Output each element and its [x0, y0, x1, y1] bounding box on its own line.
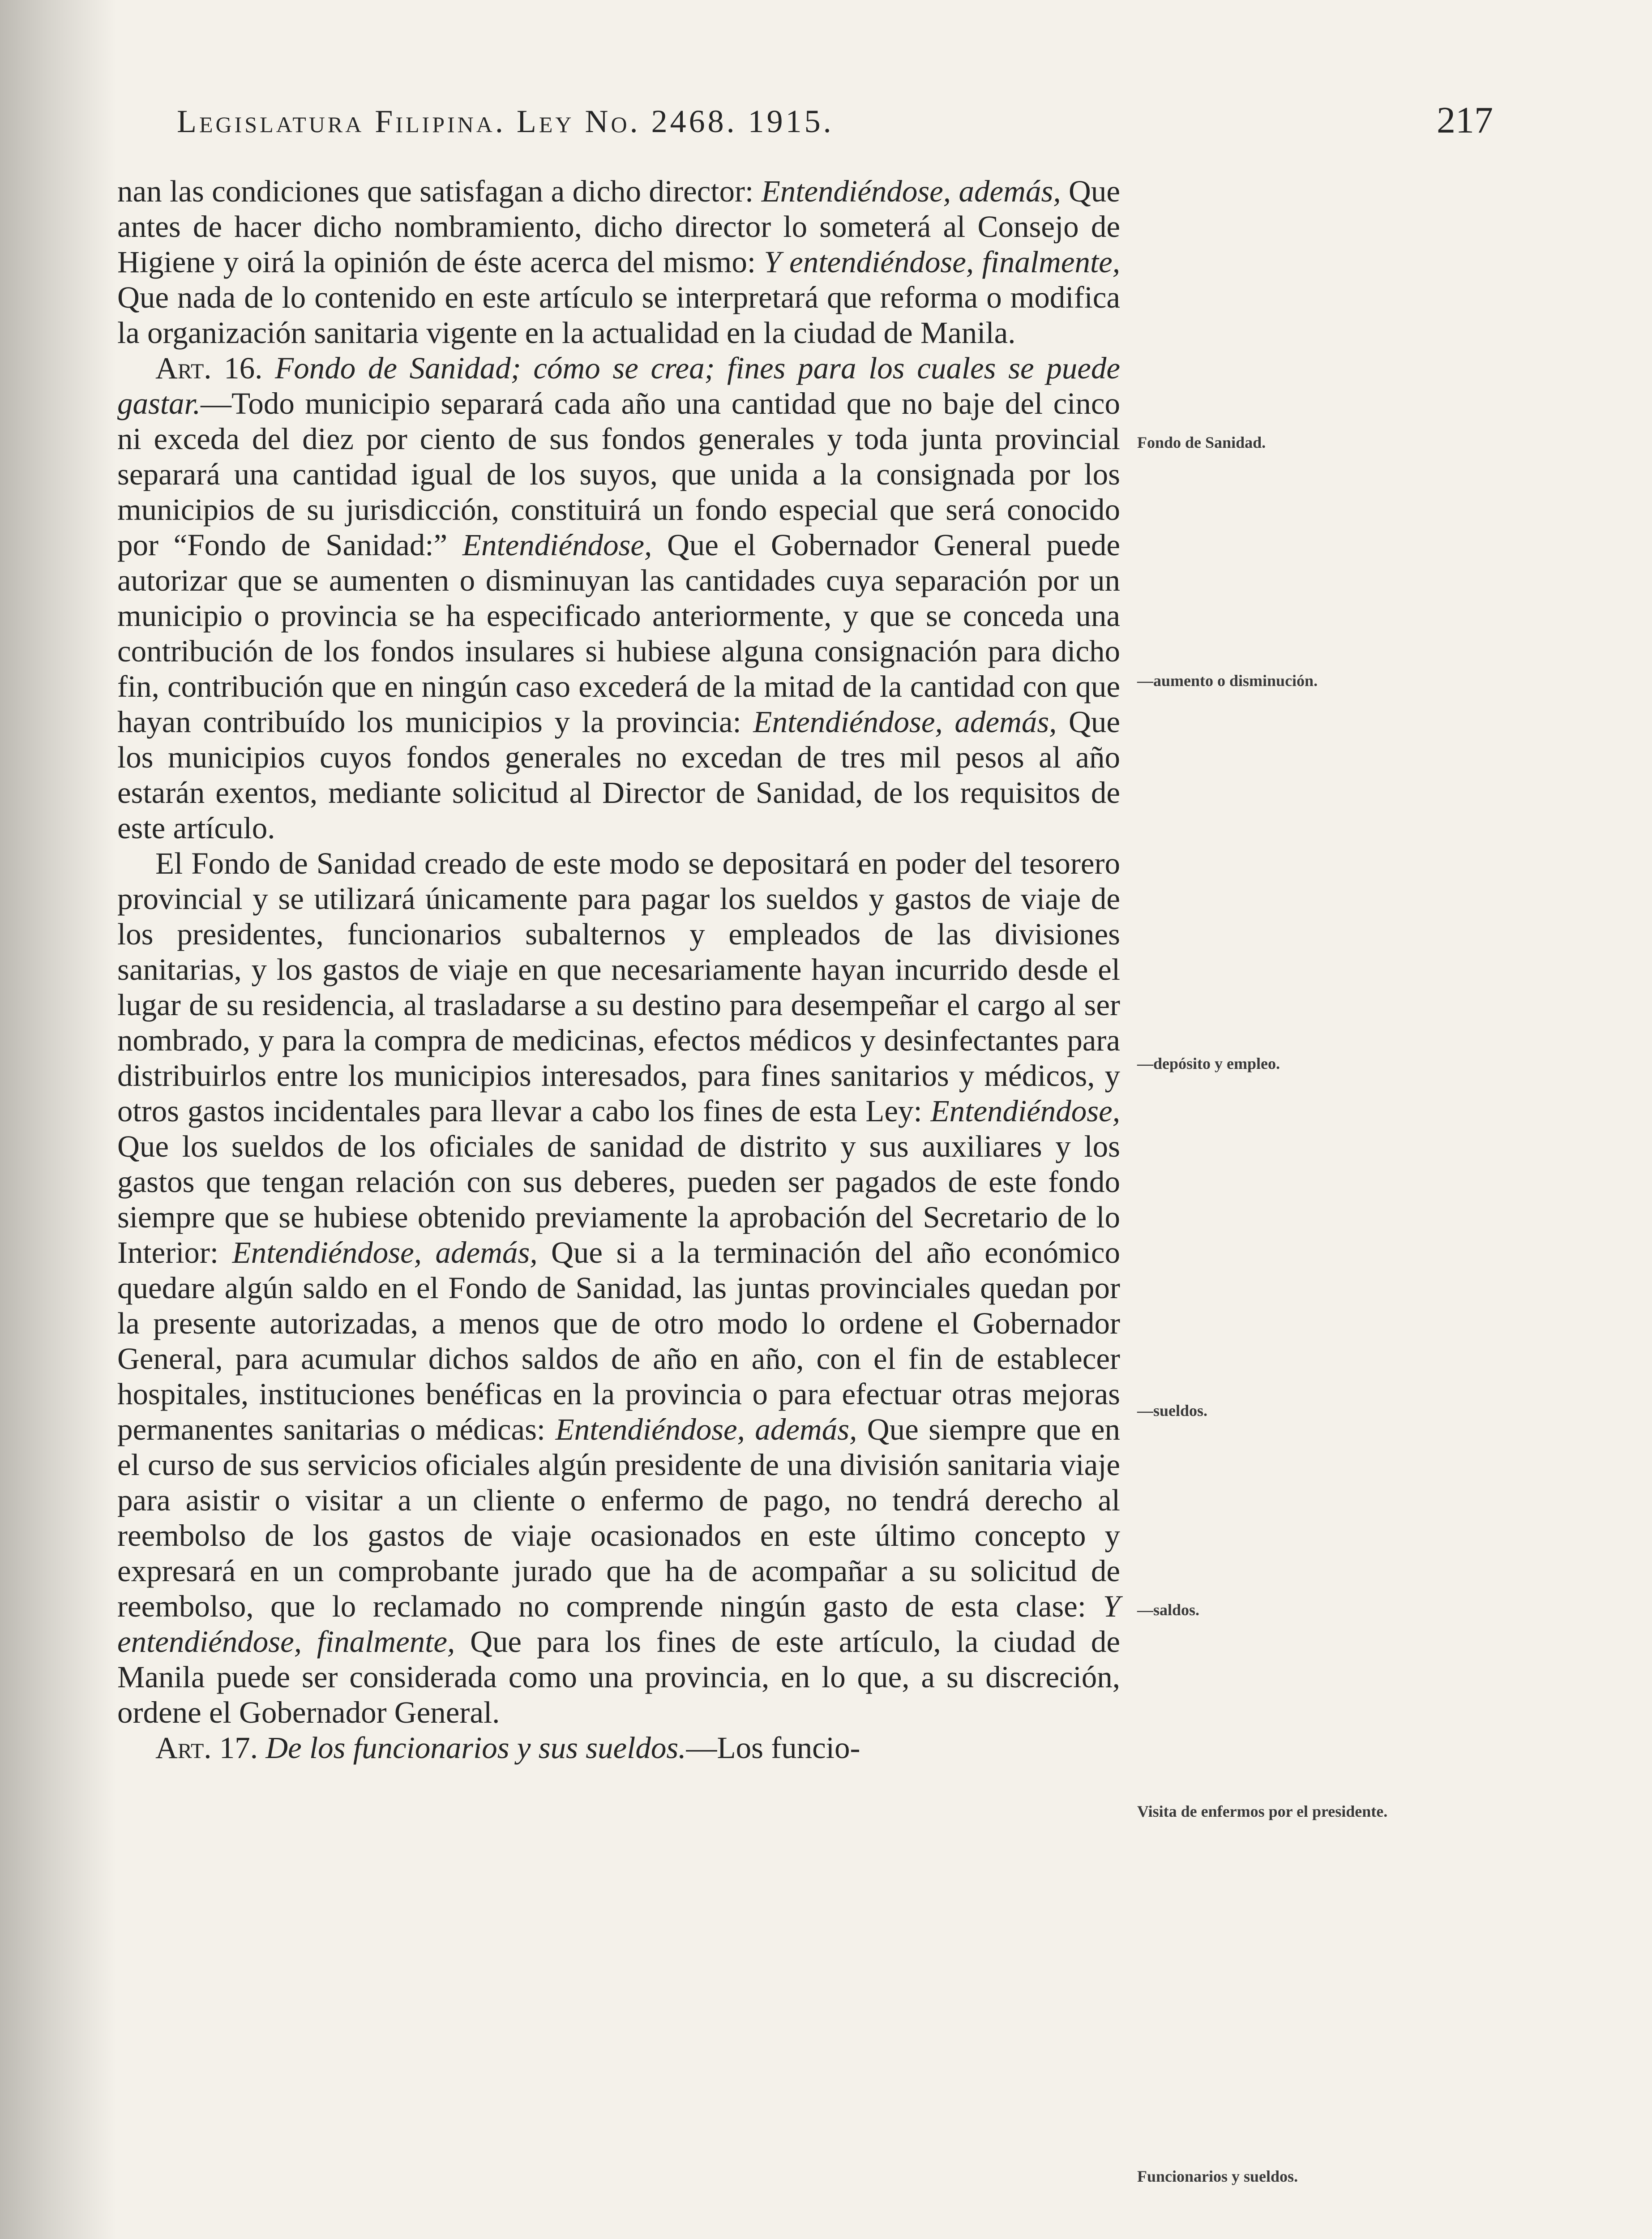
sidenote-sueldos: —sueldos.: [1137, 1402, 1208, 1420]
para3-proviso-2: Entendiéndose, además,: [232, 1235, 538, 1270]
para3-text: El Fondo de Sanidad creado de este modo se depositará en poder del tesorero provincial y se utilizará únicamente para pagar los sueldos y gastos de viaje de los presidentes, funcionarios subalternos y empleados de las divisiones sanitarias, y los gastos de viaje en que necesariamente hayan incurrido desde el lugar de su residencia, al trasladarse a su destino para desempeñar el cargo al ser nombrado, y para la compra de medicinas, efectos médicos y desinfectantes para distribuirlos entre los municipios interesados, para fines sanitarios y médicos, y otros gastos incidentales para llevar a cabo los fines de esta Ley:: [117, 846, 1120, 1128]
page-header: [177, 94, 1529, 152]
para3-text-2: Que los sueldos de los oficiales de sanidad de distrito y sus auxiliares y los gastos que tengan relación con sus deberes, pueden ser pagados de este fondo siempre que se hubiese obtenido previamente la aprobación del Secretario de lo Interior:: [117, 1129, 1120, 1270]
sidenote-deposito: —depósito y empleo.: [1137, 1055, 1280, 1072]
para1-text-2: Que antes de hacer dicho nombramiento, dicho director lo someterá al Consejo de Higiene y oirá la opinión de éste acerca del mismo:: [117, 174, 1120, 279]
art16-proviso-1: Entendiéndose,: [462, 528, 652, 562]
para1-proviso-1: Entendiéndose, además,: [761, 174, 1061, 208]
sidenote-visita: Visita de enfermos por el presidente.: [1137, 1802, 1388, 1820]
sidenote-saldos: —saldos.: [1137, 1601, 1200, 1619]
para3-proviso-3: Entendiéndose, además,: [555, 1412, 857, 1446]
page-number: 217: [1437, 99, 1493, 141]
art16-proviso-2: Entendiéndose, además,: [753, 705, 1057, 739]
sidenote-fondo-sanidad: Fondo de Sanidad.: [1137, 433, 1266, 451]
paragraph-fondo: [117, 846, 1120, 1730]
para1-text: nan las condiciones que satisfagan a dicho director:: [117, 174, 762, 208]
running-head: Legislatura Filipina. Ley No. 2468. 1915.: [177, 103, 834, 139]
art17-text: —Los funcio-: [686, 1731, 860, 1765]
body-text: [117, 174, 1120, 1766]
para3-proviso-4: Y entendiéndose, finalmente,: [117, 1589, 1120, 1659]
para1-text-3: Que nada de lo contenido en este artículo se interpretará que reforma o modifica la organización sanitaria vigente en la actualidad en la ciudad de Manila.: [117, 280, 1120, 350]
para3-text-4: Que siempre que en el curso de sus servicios oficiales algún presidente de una división sanitaria viaje para asistir o visitar a un cliente o enfermo de pago, no tendrá derecho al reembolso de los gastos de viaje ocasionados en este último concepto y expresará en un comprobante jurado que ha de acompañar a su solicitud de reembolso, que lo reclamado no comprende ningún gasto de esta clase:: [117, 1412, 1120, 1623]
sidenote-funcionarios: Funcionarios y sueldos.: [1137, 2167, 1298, 2185]
binding-shadow: [0, 0, 116, 2239]
art16-label: Art. 16.: [155, 351, 263, 385]
article-17: [117, 1730, 1120, 1766]
para3-text-5: Que para los fines de este artículo, la ciudad de Manila puede ser considerada como una provincia, en lo que, a su discreción, ordene el Gobernador General.: [117, 1625, 1120, 1729]
art16-text-2: Que el Gobernador General puede autorizar que se aumenten o disminuyan las cantidades cuya separación por un municipio o provincia se ha especificado anteriormente, y que se conceda una contribución de los fondos insulares si hubiese alguna consignación para dicho fin, contribución que en ningún caso excederá de la mitad de la cantidad con que hayan contribuído los municipios y la provincia:: [117, 528, 1120, 739]
para3-proviso-1: Entendiéndose,: [930, 1094, 1120, 1128]
art16-title: Fondo de Sanidad; cómo se crea; fines para los cuales se puede gastar.: [117, 351, 1120, 420]
article-16: [117, 351, 1120, 846]
para3-text-3: Que si a la terminación del año económico quedare algún saldo en el Fondo de Sanidad, las juntas provinciales quedan por la presente autorizadas, a menos que de otro modo lo ordene el Gobernador General, para acumular dichos saldos de año en año, con el fin de establecer hospitales, instituciones benéficas en la provincia o para efectuar otras mejoras permanentes sanitarias o médicas:: [117, 1235, 1121, 1446]
art17-label: Art. 17.: [155, 1731, 258, 1765]
para1-proviso-2: Y entendiéndose, finalmente,: [764, 245, 1120, 279]
paragraph-1: [117, 174, 1120, 351]
art16-text: —Todo municipio separará cada año una cantidad que no baje del cinco ni exceda del diez por ciento de sus fondos generales y toda junta provincial separará una cantidad igual de los suyos, que unida a la consignada por los municipios de su jurisdicción, constituirá un fondo especial que será conocido por “Fondo de Sanidad:”: [117, 386, 1120, 562]
art17-title: De los funcionarios y sus sueldos.: [265, 1731, 686, 1765]
sidenote-aumento: —aumento o disminución.: [1137, 672, 1318, 690]
art16-text-3: Que los municipios cuyos fondos generales no excedan de tres mil pesos al año estarán exentos, mediante solicitud al Director de Sanidad, de los requisitos de este artículo.: [117, 705, 1120, 845]
